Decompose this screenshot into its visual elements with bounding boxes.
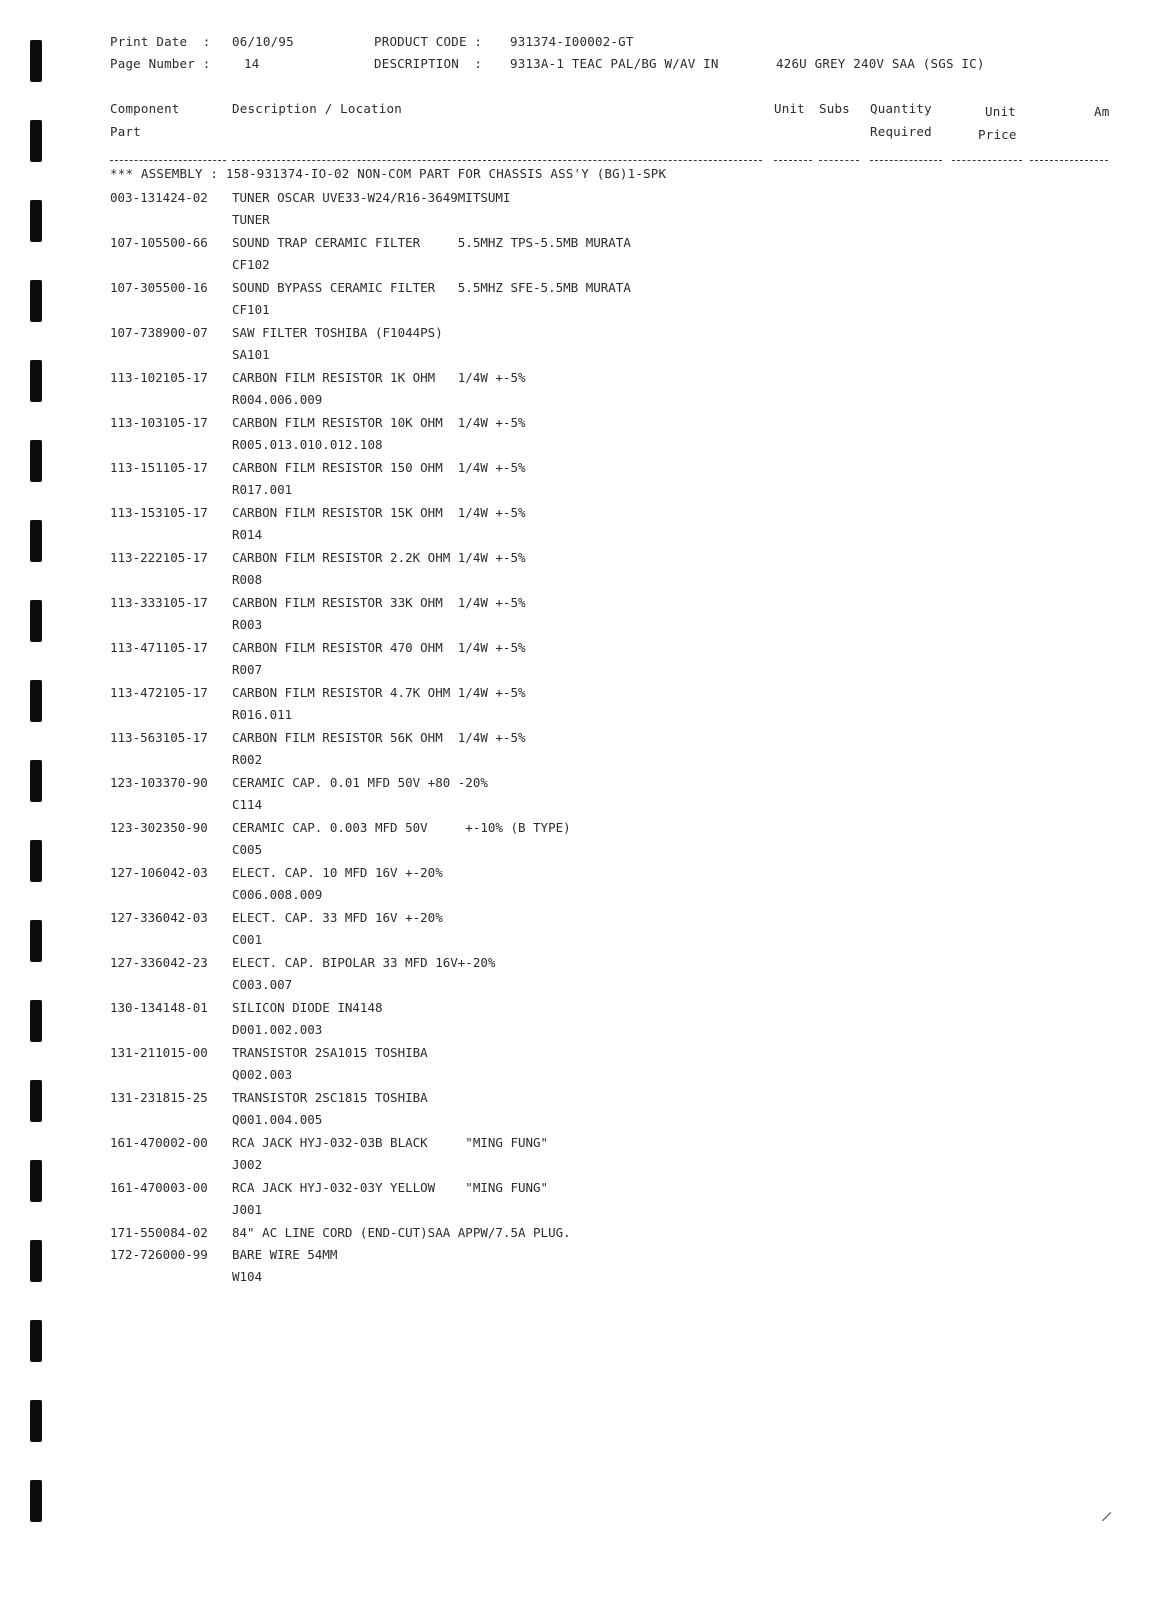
separator-line [870, 160, 942, 161]
feed-hole-mark [30, 1480, 42, 1522]
separator-line [819, 160, 859, 161]
item-description: ELECT. CAP. 10 MFD 16V +-20% [232, 865, 443, 880]
item-location: C006.008.009 [232, 887, 323, 902]
separator-line [232, 160, 762, 161]
feed-hole-mark [30, 680, 42, 722]
col-component: Component [110, 101, 180, 116]
part-number: 161-470003-00 [110, 1180, 208, 1195]
item-location: R007 [232, 662, 263, 677]
feed-hole-mark [30, 1160, 42, 1202]
item-location: CF102 [232, 257, 270, 272]
part-number: 130-134148-01 [110, 1000, 208, 1015]
feed-hole-mark [30, 200, 42, 242]
col-subs: Subs [819, 101, 850, 116]
item-location: R008 [232, 572, 263, 587]
feed-hole-mark [30, 1240, 42, 1282]
item-location: R005.013.010.012.108 [232, 437, 383, 452]
part-number: 113-222105-17 [110, 550, 208, 565]
item-description: SOUND BYPASS CERAMIC FILTER 5.5MHZ SFE-5.5MB MURATA [232, 280, 631, 295]
feed-hole-mark [30, 1080, 42, 1122]
item-location: C005 [232, 842, 263, 857]
col-quantity: Quantity [870, 101, 932, 116]
item-description: BARE WIRE 54MM [232, 1247, 338, 1262]
part-number: 172-726000-99 [110, 1247, 208, 1262]
product-code-label: PRODUCT CODE : [374, 34, 483, 49]
item-location: C114 [232, 797, 263, 812]
feed-hole-mark [30, 40, 42, 82]
item-description: CARBON FILM RESISTOR 1K OHM 1/4W +-5% [232, 370, 526, 385]
part-number: 171-550084-02 [110, 1225, 208, 1240]
feed-hole-mark [30, 1000, 42, 1042]
col-amount: Am [1094, 104, 1110, 119]
item-description: CARBON FILM RESISTOR 150 OHM 1/4W +-5% [232, 460, 526, 475]
item-location: R004.006.009 [232, 392, 323, 407]
part-number: 123-103370-90 [110, 775, 208, 790]
part-number: 127-336042-03 [110, 910, 208, 925]
item-description: ELECT. CAP. 33 MFD 16V +-20% [232, 910, 443, 925]
item-description: SILICON DIODE IN4148 [232, 1000, 383, 1015]
col-unit-price: Unit [985, 104, 1016, 119]
tractor-feed-holes [30, 40, 50, 1540]
item-description: SOUND TRAP CERAMIC FILTER 5.5MHZ TPS-5.5MB MURATA [232, 235, 631, 250]
print-date-label: Print Date : [110, 34, 211, 49]
description-label: DESCRIPTION : [374, 56, 483, 71]
separator-line [774, 160, 812, 161]
item-location: Q002.003 [232, 1067, 293, 1082]
item-description: CARBON FILM RESISTOR 33K OHM 1/4W +-5% [232, 595, 526, 610]
item-location: Q001.004.005 [232, 1112, 323, 1127]
item-description: CARBON FILM RESISTOR 4.7K OHM 1/4W +-5% [232, 685, 526, 700]
feed-hole-mark [30, 920, 42, 962]
item-description: RCA JACK HYJ-032-03B BLACK "MING FUNG" [232, 1135, 549, 1150]
part-number: 127-336042-23 [110, 955, 208, 970]
part-number: 107-305500-16 [110, 280, 208, 295]
part-number: 127-106042-03 [110, 865, 208, 880]
part-number: 113-103105-17 [110, 415, 208, 430]
item-location: R003 [232, 617, 263, 632]
feed-hole-mark [30, 840, 42, 882]
item-description: TUNER OSCAR UVE33-W24/R16-3649MITSUMI [232, 190, 511, 205]
part-number: 131-211015-00 [110, 1045, 208, 1060]
item-location: SA101 [232, 347, 270, 362]
item-description: SAW FILTER TOSHIBA (F1044PS) [232, 325, 443, 340]
part-number: 113-102105-17 [110, 370, 208, 385]
item-location: C003.007 [232, 977, 293, 992]
part-number: 113-151105-17 [110, 460, 208, 475]
item-description: 84" AC LINE CORD (END-CUT)SAA APPW/7.5A PLUG. [232, 1225, 571, 1240]
item-location: TUNER [232, 212, 270, 227]
item-location: R017.001 [232, 482, 293, 497]
col-description-location: Description / Location [232, 101, 402, 116]
print-date-value: 06/10/95 [232, 34, 294, 49]
product-code-value: 931374-I00002-GT [510, 34, 634, 49]
feed-hole-mark [30, 120, 42, 162]
part-number: 123-302350-90 [110, 820, 208, 835]
feed-hole-mark [30, 280, 42, 322]
part-number: 113-333105-17 [110, 595, 208, 610]
part-number: 113-563105-17 [110, 730, 208, 745]
col-unit: Unit [774, 101, 805, 116]
description-extra: 426U GREY 240V SAA (SGS IC) [776, 56, 985, 71]
item-description: CARBON FILM RESISTOR 56K OHM 1/4W +-5% [232, 730, 526, 745]
feed-hole-mark [30, 1320, 42, 1362]
item-location: C001 [232, 932, 263, 947]
item-location: CF101 [232, 302, 270, 317]
item-description: TRANSISTOR 2SA1015 TOSHIBA [232, 1045, 428, 1060]
pen-stroke-mark [1102, 1512, 1112, 1522]
item-location: J001 [232, 1202, 263, 1217]
item-description: CERAMIC CAP. 0.01 MFD 50V +80 -20% [232, 775, 488, 790]
item-description: ELECT. CAP. BIPOLAR 33 MFD 16V+-20% [232, 955, 496, 970]
feed-hole-mark [30, 360, 42, 402]
part-number: 107-738900-07 [110, 325, 208, 340]
part-number: 161-470002-00 [110, 1135, 208, 1150]
feed-hole-mark [30, 1400, 42, 1442]
assembly-line: *** ASSEMBLY : 158-931374-IO-02 NON-COM PART FOR CHASSIS ASS'Y (BG)1-SPK [110, 166, 667, 181]
item-description: RCA JACK HYJ-032-03Y YELLOW "MING FUNG" [232, 1180, 549, 1195]
feed-hole-mark [30, 440, 42, 482]
item-location: R014 [232, 527, 263, 542]
part-number: 113-472105-17 [110, 685, 208, 700]
feed-hole-mark [30, 520, 42, 562]
part-number: 113-153105-17 [110, 505, 208, 520]
part-number: 003-131424-02 [110, 190, 208, 205]
separator-line [952, 160, 1022, 161]
col-part: Part [110, 124, 141, 139]
item-description: CARBON FILM RESISTOR 470 OHM 1/4W +-5% [232, 640, 526, 655]
col-required: Required [870, 124, 932, 139]
separator-line [110, 160, 226, 161]
description-value: 9313A-1 TEAC PAL/BG W/AV IN [510, 56, 719, 71]
item-location: W104 [232, 1269, 263, 1284]
item-location: D001.002.003 [232, 1022, 323, 1037]
part-number: 131-231815-25 [110, 1090, 208, 1105]
separator-line [1030, 160, 1108, 161]
feed-hole-mark [30, 600, 42, 642]
item-description: CARBON FILM RESISTOR 15K OHM 1/4W +-5% [232, 505, 526, 520]
item-description: TRANSISTOR 2SC1815 TOSHIBA [232, 1090, 428, 1105]
item-location: J002 [232, 1157, 263, 1172]
item-description: CARBON FILM RESISTOR 2.2K OHM 1/4W +-5% [232, 550, 526, 565]
part-number: 113-471105-17 [110, 640, 208, 655]
page-number-value: 14 [244, 56, 260, 71]
col-price: Price [978, 127, 1017, 142]
item-description: CERAMIC CAP. 0.003 MFD 50V +-10% (B TYPE) [232, 820, 571, 835]
item-location: R016.011 [232, 707, 293, 722]
item-location: R002 [232, 752, 263, 767]
feed-hole-mark [30, 760, 42, 802]
item-description: CARBON FILM RESISTOR 10K OHM 1/4W +-5% [232, 415, 526, 430]
part-number: 107-105500-66 [110, 235, 208, 250]
page-number-label: Page Number : [110, 56, 211, 71]
